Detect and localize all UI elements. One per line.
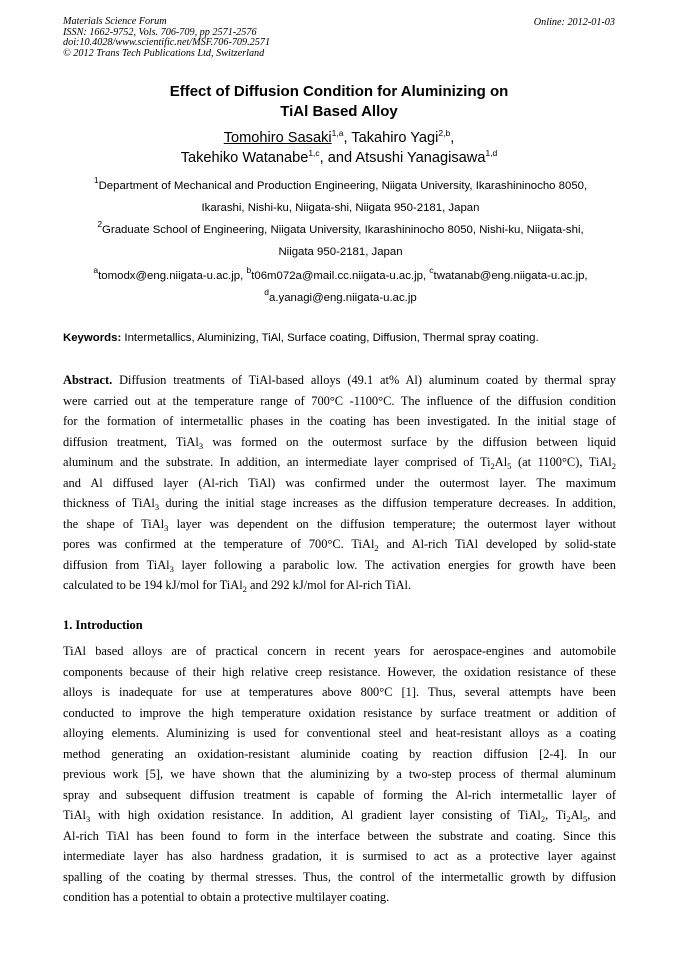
- author-sasaki[interactable]: Tomohiro Sasaki: [223, 130, 332, 146]
- intro-line: TiAl based alloys are of practical concern in recent years for aerospace-engines and automobile: [63, 644, 616, 658]
- abstract-line: pores was confirmed at the temperature of 700°C. TiAl$_2$ and Al-rich TiAl developed by solid-state: [63, 537, 616, 553]
- intro-line: Al-rich TiAl has been found to form in the interface between the substrate and coating. Since this: [63, 828, 616, 843]
- intro-line: components because of their high relative creep resistance. However, the oxidation resistance of these: [63, 664, 616, 679]
- abstract-label: Abstract.: [63, 373, 113, 387]
- author-list: [0, 128, 678, 168]
- journal-name: Materials Science Forum: [63, 16, 167, 27]
- intro-line: TiAl$_3$ with high oxidation resistance. In addition, Al gradient layer consisting of TiAl$_2$, $Ti_2Al_5$, and: [63, 808, 617, 824]
- abstract-line: Abstract. Diffusion treatments of TiAl-based alloys (49.1 at% Al) aluminum coated by thermal spray: [63, 373, 616, 387]
- intro-line: intermediate layer has also hardness gradation, it is surmised to act as a protective layer against: [63, 849, 616, 863]
- affiliations: [63, 175, 618, 263]
- paper-title: [0, 82, 678, 122]
- abstract: [63, 370, 616, 596]
- abstract-line: aluminum and the substrate. In addition, an intermediate layer comprised of $Ti_2Al_5$ (at 1100°C), TiAl$_2$: [63, 455, 616, 471]
- copyright-line: © 2012 Trans Tech Publications Ltd, Switzerland: [63, 47, 265, 59]
- keywords-label: Keywords:: [63, 332, 122, 344]
- email-b[interactable]: t06m072a@mail.cc.niigata-u.ac.jp,: [251, 270, 430, 282]
- author-yanagisawa: , and Atsushi Yanagisawa: [319, 150, 486, 166]
- affiliation-1-line-2: Ikarashi, Nishi-ku, Niigata-shi, Niigata 950-2181, Japan: [201, 202, 480, 214]
- intro-line: method generating an oxidation-resistant aluminide coating by reaction diffusion [2-4]. In our: [63, 746, 616, 761]
- author-emails: [63, 265, 618, 309]
- abstract-line: were carried out at the temperature range of 700°C -1100°C. The influence of the diffusion condition: [63, 393, 616, 408]
- intro-line: conducted to improve the high temperature oxidation resistance by surface treatment or addition of: [63, 705, 616, 720]
- intro-line: spalling of the coating by thermal stresses. Thus, the control of the intermetallic growth by diffusion: [63, 869, 616, 884]
- author-yagi: , Takahiro Yagi: [343, 130, 439, 146]
- email-a[interactable]: tomodx@eng.niigata-u.ac.jp,: [98, 270, 247, 282]
- abstract-line: for the formation of intermetallic phases in the coating has been investigated. In the initial stage of: [63, 414, 616, 428]
- abstract-line: diffusion from TiAl$_3$ layer following a parabolic low. The activation energies for growth have been: [63, 557, 616, 574]
- doi-line: doi:10.4028/www.scientific.net/MSF.706-709.2571: [63, 37, 271, 49]
- title-line-1: Effect of Diffusion Condition for Aluminizing on: [169, 83, 509, 100]
- keywords: [63, 330, 618, 346]
- intro-line: spray and subsequent diffusion treatment is capable of forming the Al-rich intermetallic layer of: [63, 787, 616, 802]
- section-heading-introduction: 1. Introduction: [63, 618, 143, 632]
- abstract-line: and Al diffused layer (Al-rich TiAl) was confirmed under the outermost layer. The maximum: [63, 475, 616, 490]
- abstract-line: thickness of TiAl$_3$ during the initial stage increases as the diffusion temperature decreases. In addition,: [63, 496, 616, 512]
- affiliation-2-line-1: $^2$Graduate School of Engineering, Niigata University, Ikarashininocho 8050, Nishi-ku, Niigata-shi,: [97, 219, 584, 236]
- online-date: Online: 2012-01-03: [533, 17, 615, 28]
- title-line-2: TiAl Based Alloy: [280, 103, 398, 120]
- affiliation-2-line-2: Niigata 950-2181, Japan: [278, 246, 403, 258]
- intro-line: previous work [5], we have shown that the aluminizing by a two-step process of thermal aluminum: [63, 767, 616, 781]
- intro-line: condition has a potential to obtain a protective multilayer coating.: [63, 890, 390, 904]
- introduction-body: [63, 641, 616, 908]
- issn-line: ISSN: 1662-9752, Vols. 706-709, pp 2571-2576: [63, 26, 257, 38]
- author-line-2: Takehiko Watanabe$^{1,c}$, and Atsushi Yanagisawa$^{1,d}$: [180, 148, 498, 166]
- email-d[interactable]: a.yanagi@eng.niigata-u.ac.jp: [269, 292, 417, 304]
- author-line-1: Tomohiro Sasaki$^{1,a}$, Takahiro Yagi$^{2,b}$,: [223, 128, 455, 146]
- abstract-line: the shape of TiAl$_3$ layer was dependent on the diffusion temperature; the outermost layer without: [63, 516, 616, 533]
- intro-line: alloys is inadequate for use at temperatures above 800°C [1]. Thus, several attempts have been: [63, 685, 616, 699]
- author-watanabe: Takehiko Watanabe: [180, 150, 309, 166]
- email-line-2: $^d$a.yanagi@eng.niigata-u.ac.jp: [264, 287, 417, 304]
- email-line-1: $^a$tomodx@eng.niigata-u.ac.jp, $^b$t06m072a@mail.cc.niigata-u.ac.jp, $^c$twatanab@eng.niigata-u.ac.jp,: [93, 265, 588, 282]
- abstract-line: diffusion treatment, TiAl$_3$ was formed on the outermost surface by the diffusion between liquid: [63, 434, 616, 451]
- intro-line: alloying elements. Aluminizing is used for conventional steel and heat-resistant alloys as a coating: [63, 726, 616, 740]
- email-c[interactable]: twatanab@eng.niigata-u.ac.jp,: [433, 270, 588, 282]
- keywords-text: Intermetallics, Aluminizing, TiAl, Surface coating, Diffusion, Thermal spray coating.: [121, 332, 539, 344]
- affiliation-1-line-1: $^1$Department of Mechanical and Production Engineering, Niigata University, Ikarashininocho 8050,: [93, 175, 588, 192]
- abstract-line: calculated to be 194 kJ/mol for TiAl$_2$ and 292 kJ/mol for Al-rich TiAl.: [63, 578, 412, 594]
